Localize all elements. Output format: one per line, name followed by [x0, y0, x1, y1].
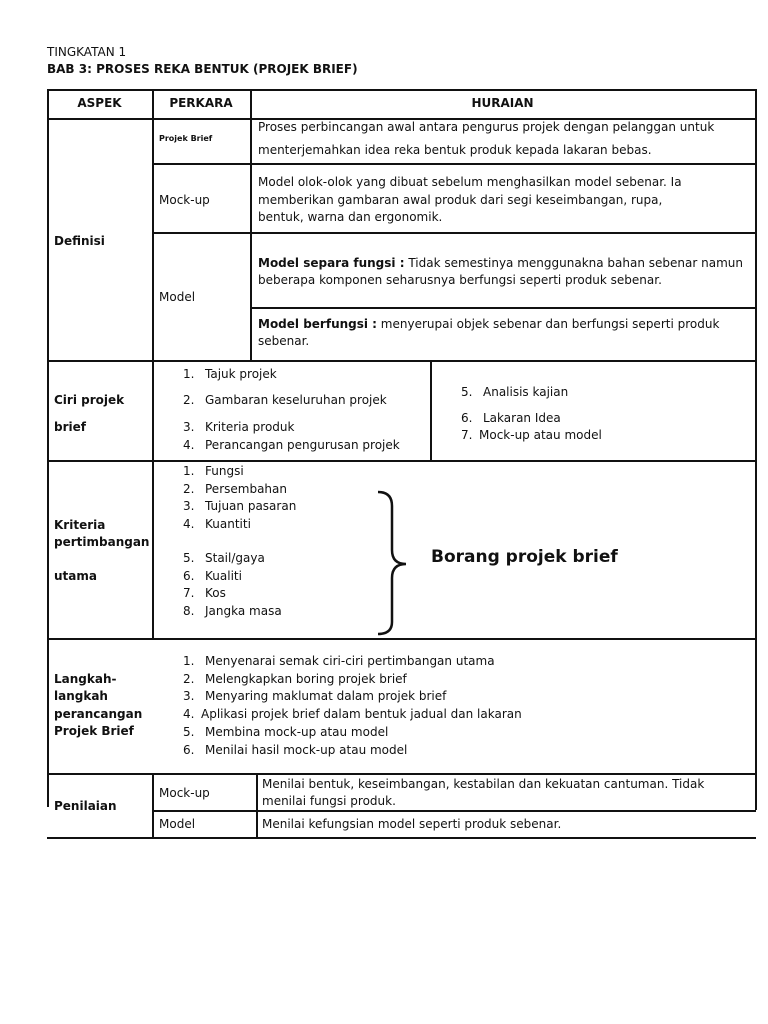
list-item: 5. Membina mock-up atau model: [183, 725, 389, 739]
column-header-perkara: PERKARA: [169, 96, 233, 110]
list-item: 2. Melengkapkan boring projek brief: [183, 672, 407, 686]
list-item: 8. Jangka masa: [183, 604, 282, 618]
huraian-penilaian-mockup-line1: Menilai bentuk, keseimbangan, kestabilan dan kekuatan cantuman. Tidak: [262, 777, 705, 791]
aspek-penilaian: Penilaian: [54, 799, 117, 813]
perkara-penilaian-model: Model: [159, 817, 196, 831]
aspek-kriteria-line1: Kriteria: [54, 518, 106, 532]
level-label: TINGKATAN 1: [47, 45, 127, 59]
curly-brace-icon: [370, 488, 414, 638]
list-item: 7. Mock-up atau model: [461, 428, 602, 442]
aspek-definisi: Definisi: [54, 234, 105, 248]
aspek-langkah-line1: Langkah-: [54, 672, 117, 686]
list-item: 3. Tujuan pasaran: [183, 499, 297, 513]
perkara-penilaian-mockup: Mock-up: [159, 786, 210, 800]
list-item: 3. Kriteria produk: [183, 420, 295, 434]
huraian-penilaian-mockup-line2: menilai fungsi produk.: [262, 794, 396, 808]
list-item: 1. Menyenarai semak ciri-ciri pertimbangan utama: [183, 654, 495, 668]
huraian-mockup-line2: memberikan gambaran awal produk dari segi keseimbangan, rupa,: [258, 193, 663, 207]
list-item: 4. Kuantiti: [183, 517, 251, 531]
term-model-separa-fungsi: Model separa fungsi :: [258, 256, 405, 270]
huraian-model-separa-line2: beberapa komponen seharusnya berfungsi seperti produk sebenar.: [258, 273, 662, 287]
aspek-kriteria-line3: utama: [54, 569, 97, 583]
list-item: 4. Aplikasi projek brief dalam bentuk jadual dan lakaran: [183, 707, 522, 721]
huraian-mockup-line3: bentuk, warna dan ergonomik.: [258, 210, 443, 224]
term-model-berfungsi: Model berfungsi :: [258, 317, 377, 331]
chapter-title: BAB 3: PROSES REKA BENTUK (PROJEK BRIEF): [47, 62, 358, 76]
huraian-model-separa-line1: Model separa fungsi : Tidak semestinya menggunakna bahan sebenar namun: [258, 256, 743, 270]
list-item: 7. Kos: [183, 586, 226, 600]
list-item: 6. Kualiti: [183, 569, 242, 583]
huraian-mockup-line1: Model olok-olok yang dibuat sebelum menghasilkan model sebenar. Ia: [258, 175, 682, 189]
huraian-projek-brief-line1: Proses perbincangan awal antara pengurus projek dengan pelanggan untuk: [258, 120, 715, 134]
list-item: 2. Gambaran keseluruhan projek: [183, 393, 387, 407]
list-item: 1. Fungsi: [183, 464, 244, 478]
perkara-mockup: Mock-up: [159, 193, 210, 207]
aspek-langkah-line2: langkah: [54, 689, 108, 703]
aspek-ciri-line1: Ciri projek: [54, 393, 125, 407]
list-item: 5. Stail/gaya: [183, 551, 265, 565]
list-item: 5. Analisis kajian: [461, 385, 569, 399]
perkara-model: Model: [159, 290, 196, 304]
huraian-model-fungsi-line2: sebenar.: [258, 334, 310, 348]
perkara-projek-brief: Projek Brief: [159, 134, 213, 143]
brace-label: Borang projek brief: [431, 547, 618, 567]
list-item: 6. Menilai hasil mock-up atau model: [183, 743, 408, 757]
list-item: 6. Lakaran Idea: [461, 411, 561, 425]
list-item: 2. Persembahan: [183, 482, 287, 496]
column-header-aspek: ASPEK: [77, 96, 122, 110]
list-item: 4. Perancangan pengurusan projek: [183, 438, 400, 452]
aspek-kriteria-line2: pertimbangan: [54, 535, 150, 549]
list-item: 1. Tajuk projek: [183, 367, 277, 381]
column-header-huraian: HURAIAN: [471, 96, 534, 110]
aspek-langkah-line3: perancangan: [54, 707, 143, 721]
huraian-projek-brief-line2: menterjemahkan idea reka bentuk produk kepada lakaran bebas.: [258, 143, 652, 157]
huraian-penilaian-model: Menilai kefungsian model seperti produk sebenar.: [262, 817, 562, 831]
aspek-langkah-line4: Projek Brief: [54, 724, 134, 738]
list-item: 3. Menyaring maklumat dalam projek brief: [183, 689, 447, 703]
aspek-ciri-line2: brief: [54, 420, 86, 434]
huraian-model-fungsi-line1: Model berfungsi : menyerupai objek sebenar dan berfungsi seperti produk: [258, 317, 720, 331]
